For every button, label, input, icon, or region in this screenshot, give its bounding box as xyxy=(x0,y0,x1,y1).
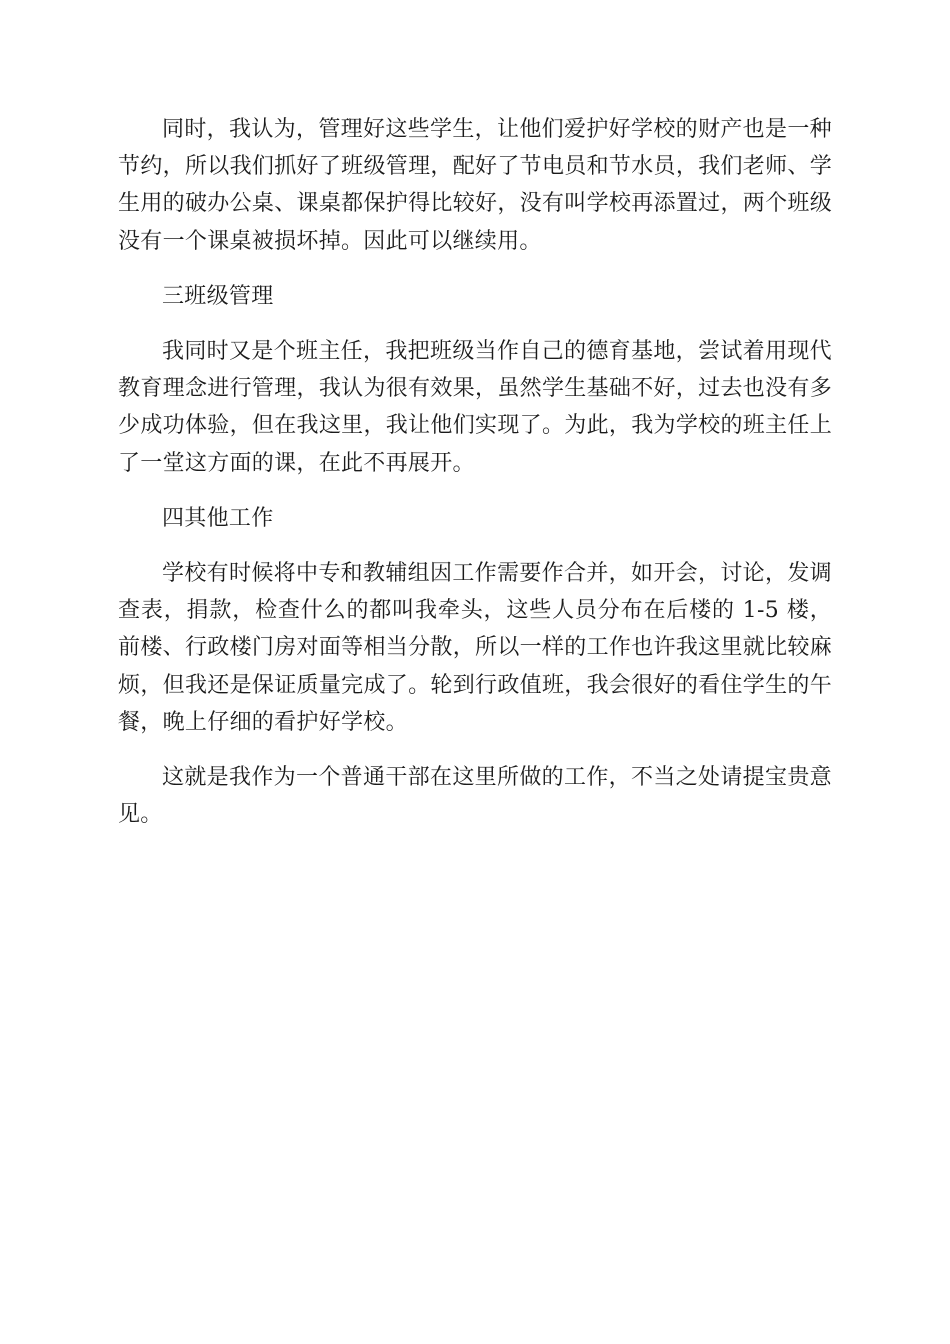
document-body xyxy=(118,111,832,851)
paragraph-other-work: 学校有时候将中专和教辅组因工作需要作合并，如开会，讨论，发调查表，捐款，检查什么的都叫我牵头，这些人员分布在后楼的 1-5 楼，前楼、行政楼门房对面等相当分散，所以一样的工作也许我这里就比较麻烦，但我还是保证质量完成了。轮到行政值班，我会很好的看住学生的午餐，晚上仔细的看护好学校。 xyxy=(118,561,832,735)
section-heading-class-management: 三班级管理 xyxy=(162,283,274,309)
paragraph-conservation: 同时，我认为，管理好这些学生，让他们爱护好学校的财产也是一种节约，所以我们抓好了班级管理，配好了节电员和节水员，我们老师、学生用的破办公桌、课桌都保护得比较好，没有叫学校再添置过，两个班级没有一个课桌被损坏掉。因此可以继续用。 xyxy=(118,117,832,254)
section-heading-other-work: 四其他工作 xyxy=(162,505,274,531)
paragraph-closing: 这就是我作为一个普通干部在这里所做的工作，不当之处请提宝贵意见。 xyxy=(118,765,832,828)
paragraph-class-management: 我同时又是个班主任，我把班级当作自己的德育基地，尝试着用现代教育理念进行管理，我认为很有效果，虽然学生基础不好，过去也没有多少成功体验，但在我这里，我让他们实现了。为此，我为学校的班主任上了一堂这方面的课，在此不再展开。 xyxy=(118,339,832,476)
